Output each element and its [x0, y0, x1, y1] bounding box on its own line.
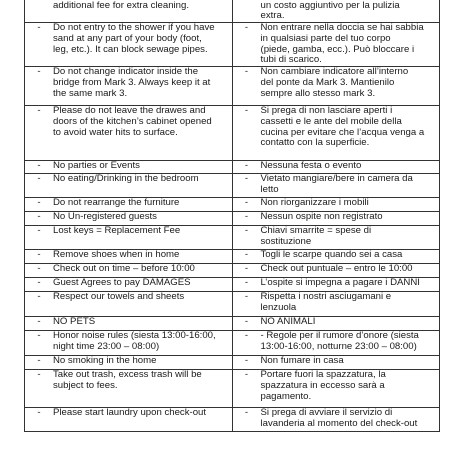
rule-cell-english — [25, 370, 233, 408]
rule-cell-italian — [232, 292, 440, 317]
rule-text-italian: Nessuna festa o evento — [260, 160, 362, 172]
rule-text-italian: Portare fuori la spazzatura, la spazzatura in eccesso sarà a pagamento. — [260, 369, 386, 402]
bullet-dash: - — [37, 355, 41, 367]
rule-text-english: Do not entry to the shower if you have sand at any part of your body (foot, leg, etc.). It can block sewage pipes. — [53, 22, 215, 55]
bullet-dash: - — [244, 173, 249, 185]
rule-text-english: Do not rearrange the furniture — [53, 197, 180, 209]
rule-text-italian: Togli le scarpe quando sei a casa — [260, 249, 403, 261]
rule-text-italian: Non riorganizzare i mobili — [260, 197, 369, 209]
rule-cell-english — [25, 106, 233, 161]
rule-cell-italian — [232, 23, 440, 67]
bullet-dash: - — [37, 291, 41, 303]
bullet-dash: - — [37, 22, 41, 34]
bullet-dash: - — [37, 249, 41, 261]
rule-row — [25, 23, 440, 67]
rule-cell-english — [25, 408, 233, 432]
rule-text-english: Respect our towels and sheets — [53, 291, 185, 303]
bullet-dash: - — [37, 263, 41, 275]
rule-text-italian: un costo aggiuntivo per la pulizia extra. — [260, 0, 400, 22]
rules-table-body — [25, 0, 440, 432]
rule-cell-english — [25, 198, 233, 212]
bullet-dash: - — [244, 407, 249, 419]
bullet-dash: - — [37, 66, 41, 78]
bullet-dash: - — [244, 160, 249, 172]
bullet-dash: - — [244, 22, 249, 34]
rule-cell-english — [25, 174, 233, 198]
house-rules-table — [24, 0, 440, 432]
rule-cell-italian — [232, 250, 440, 264]
bullet-dash: - — [37, 369, 41, 381]
rule-row — [25, 317, 440, 331]
rule-row — [25, 370, 440, 408]
bullet-dash: - — [37, 105, 41, 117]
rule-text-italian: Nessun ospite non registrato — [260, 211, 383, 223]
rule-cell-english — [25, 292, 233, 317]
bullet-dash: - — [244, 316, 249, 328]
rule-cell-italian — [232, 174, 440, 198]
rule-text-italian: L’ospite si impegna a pagare i DANNI — [260, 277, 420, 289]
rule-cell-italian — [232, 264, 440, 278]
rule-cell-italian — [232, 226, 440, 250]
rule-text-italian: NO ANIMALI — [260, 316, 316, 328]
rule-text-english: NO PETS — [53, 316, 96, 328]
rule-cell-italian — [232, 356, 440, 370]
rule-row — [25, 67, 440, 106]
bullet-dash: - — [244, 277, 249, 289]
bullet-dash: - — [244, 225, 249, 237]
rule-cell-italian — [232, 370, 440, 408]
rule-row — [25, 408, 440, 432]
rule-row — [25, 331, 440, 356]
bullet-dash: - — [37, 330, 41, 342]
rule-text-english: No smoking in the home — [53, 355, 157, 367]
rule-cell-english — [25, 317, 233, 331]
rule-text-english: Take out trash, excess trash will be subject to fees. — [53, 369, 202, 391]
bullet-dash: - — [244, 197, 249, 209]
bullet-dash: - — [37, 277, 41, 289]
rule-text-english: Remove shoes when in home — [53, 249, 180, 261]
rule-cell-italian — [232, 317, 440, 331]
bullet-dash: - — [37, 211, 41, 223]
rule-cell-english — [25, 0, 233, 23]
bullet-dash: - — [244, 355, 249, 367]
rule-cell-english — [25, 161, 233, 174]
rule-cell-english — [25, 226, 233, 250]
rule-cell-english — [25, 67, 233, 106]
rule-text-english: Honor noise rules (siesta 13:00-16:00, night time 23:00 – 08:00) — [53, 330, 216, 352]
rule-cell-english — [25, 278, 233, 292]
rule-cell-english — [25, 250, 233, 264]
rule-text-english: Please start laundry upon check-out — [53, 407, 207, 419]
rule-cell-english — [25, 23, 233, 67]
bullet-dash: - — [244, 263, 249, 275]
rule-text-italian: Si prega di avviare il servizio di lavanderia al momento del check-out — [260, 407, 418, 429]
rule-text-italian: - Regole per il rumore d’onore (siesta 13:00-16:00, notturne 23:00 – 08:00) — [260, 330, 419, 352]
rule-text-italian: Check out puntuale – entro le 10:00 — [260, 263, 413, 275]
rule-cell-italian — [232, 278, 440, 292]
rule-row — [25, 198, 440, 212]
rule-row — [25, 264, 440, 278]
rule-text-english: Check out on time – before 10:00 — [53, 263, 195, 275]
bullet-dash: - — [244, 249, 249, 261]
rule-row — [25, 250, 440, 264]
bullet-dash: - — [244, 211, 249, 223]
bullet-dash: - — [37, 160, 41, 172]
rule-text-english: Please do not leave the drawes and doors of the kitchen’s cabinet opened to avoid water hits to surface. — [53, 105, 212, 138]
rule-cell-italian — [232, 161, 440, 174]
bullet-dash: - — [37, 225, 41, 237]
rule-text-italian: Vietato mangiare/bere in camera da letto — [260, 173, 413, 195]
bullet-dash: - — [37, 173, 41, 185]
bullet-dash: - — [37, 197, 41, 209]
rule-cell-italian — [232, 0, 440, 23]
rule-cell-english — [25, 356, 233, 370]
rule-text-english: additional fee for extra cleaning. — [53, 0, 189, 11]
rule-text-english: No Un-registered guests — [53, 211, 157, 223]
rule-row — [25, 106, 440, 161]
rule-text-italian: Rispetta i nostri asciugamani e lenzuola — [260, 291, 392, 313]
bullet-dash: - — [244, 66, 249, 78]
bullet-dash: - — [244, 330, 249, 342]
rule-text-english: No parties or Events — [53, 160, 140, 172]
rule-row — [25, 0, 440, 23]
rule-row — [25, 174, 440, 198]
bullet-dash: - — [244, 291, 249, 303]
rule-text-english: Lost keys = Replacement Fee — [53, 225, 181, 237]
bullet-dash: - — [37, 407, 41, 419]
rule-cell-italian — [232, 106, 440, 161]
bullet-dash: - — [37, 316, 41, 328]
rule-row — [25, 226, 440, 250]
rule-cell-italian — [232, 408, 440, 432]
rule-row — [25, 356, 440, 370]
rule-cell-english — [25, 212, 233, 226]
bullet-dash: - — [244, 105, 249, 117]
rule-text-italian: Non cambiare indicatore all’interno del ponte da Mark 3. Mantienilo sempre allo stesso mark 3. — [260, 66, 409, 99]
rule-text-italian: Non fumare in casa — [260, 355, 344, 367]
rule-row — [25, 292, 440, 317]
rule-row — [25, 278, 440, 292]
rule-cell-italian — [232, 67, 440, 106]
rule-text-english: Do not change indicator inside the bridge from Mark 3. Always keep it at the same mark 3. — [53, 66, 211, 99]
rule-cell-italian — [232, 212, 440, 226]
rule-cell-english — [25, 331, 233, 356]
rule-text-english: Guest Agrees to pay DAMAGES — [53, 277, 191, 289]
rule-row — [25, 161, 440, 174]
rule-row — [25, 212, 440, 226]
rule-text-italian: Si prega di non lasciare aperti i cassetti e le ante del mobile della cucina per evitare che l’acqua venga a contatto con la superficie. — [260, 105, 425, 149]
rule-text-italian: Chiavi smarrite = spese di sostituzione — [260, 225, 372, 247]
rule-text-italian: Non entrare nella doccia se hai sabbia in qualsiasi parte del tuo corpo (piede, gamba, ecc.). Può bloccare i tubi di scarico. — [260, 22, 424, 66]
rule-cell-italian — [232, 331, 440, 356]
bullet-dash: - — [244, 369, 249, 381]
rule-cell-italian — [232, 198, 440, 212]
rule-text-english: No eating/Drinking in the bedroom — [53, 173, 199, 185]
rule-cell-english — [25, 264, 233, 278]
